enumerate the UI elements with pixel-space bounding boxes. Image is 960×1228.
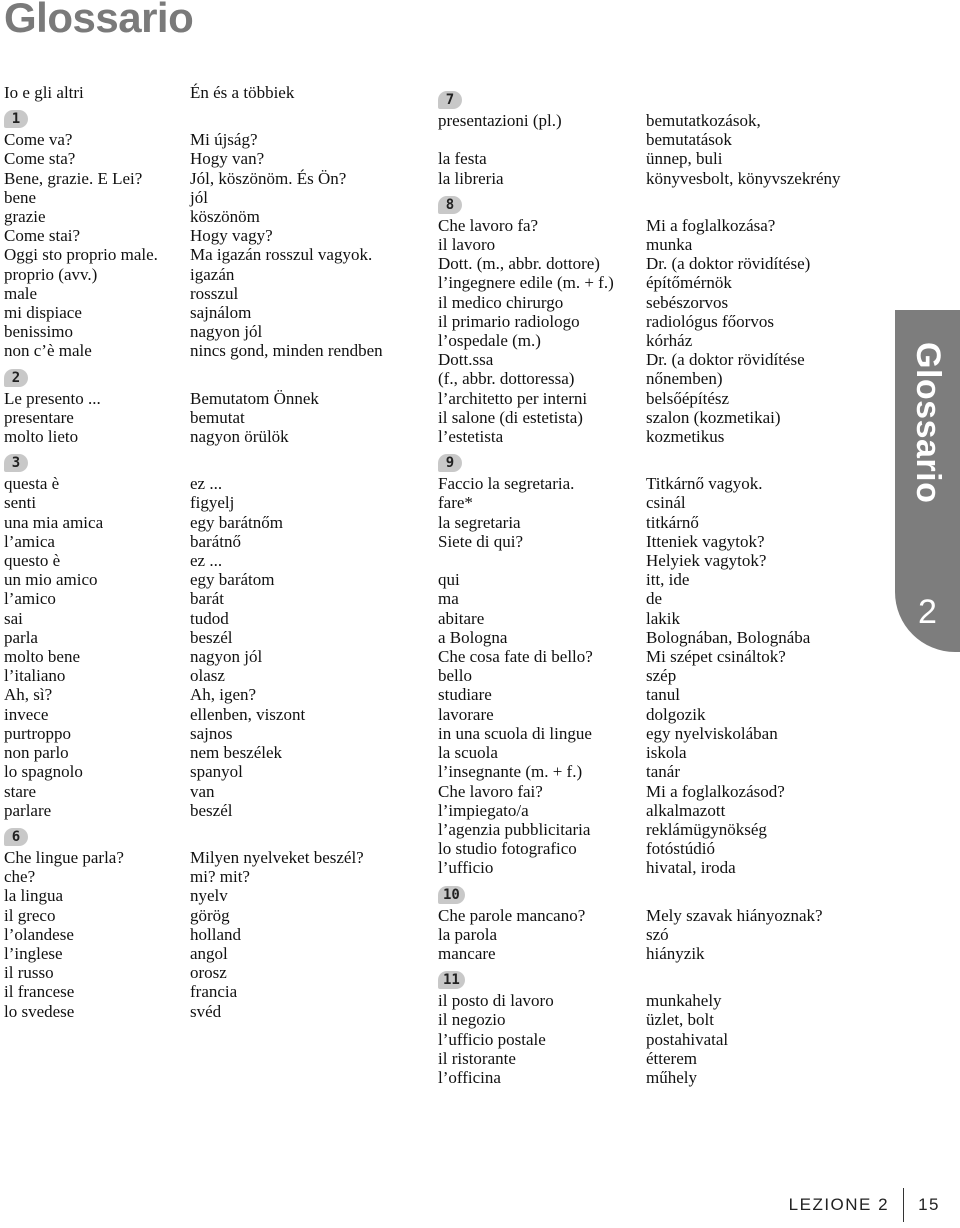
hungarian-translation: Ma igazán rosszul vagyok. (190, 245, 373, 265)
italian-term: Dott. (m., abbr. dottore) (438, 254, 600, 274)
hungarian-translation: Titkárnő vagyok. (646, 474, 763, 494)
glossary-entry (438, 628, 841, 647)
chapter-tab (895, 310, 960, 652)
glossary-entry (4, 149, 383, 168)
chapter-tab-label: Glossario (909, 342, 947, 504)
italian-term: Che cosa fate di bello? (438, 647, 593, 667)
glossary-entry (438, 647, 841, 666)
glossary-entry (438, 254, 841, 273)
glossary-entry (4, 551, 383, 570)
glossary-entry (438, 169, 841, 188)
hungarian-translation: radiológus főorvos (646, 311, 774, 331)
section-number-badge: 6 (4, 828, 28, 846)
glossary-entry (438, 1068, 841, 1087)
hungarian-translation: köszönöm (190, 207, 260, 227)
hungarian-translation: munka (646, 235, 693, 255)
glossary-entry (438, 944, 841, 963)
hungarian-translation: hiányzik (646, 943, 705, 963)
section-number-badge: 7 (438, 91, 462, 109)
hungarian-translation: tanul (646, 685, 680, 705)
italian-term: l’inglese (4, 943, 63, 963)
hungarian-translation: tudod (190, 608, 229, 628)
hungarian-translation: egy barátnőm (190, 512, 283, 532)
glossary-entry (4, 169, 383, 188)
glossary-entry (4, 801, 383, 820)
section-number-badge: 2 (4, 369, 28, 387)
italian-term: in una scuola di lingue (438, 723, 592, 743)
italian-term: parlare (4, 800, 52, 820)
italian-term: l’impiegato/a (438, 800, 529, 820)
hungarian-translation: reklámügynökség (646, 819, 767, 839)
hungarian-translation: fotóstúdió (646, 839, 715, 859)
glossary-entry (438, 801, 841, 820)
glossary-entry (438, 906, 841, 925)
hungarian-translation: Hogy van? (190, 149, 265, 169)
hungarian-translation: szalon (kozmetikai) (646, 407, 781, 427)
hungarian-translation: Bolognában, Bolognába (646, 627, 811, 647)
hungarian-translation: alkalmazott (646, 800, 726, 820)
hungarian-translation: kórház (646, 331, 693, 351)
italian-term: parla (4, 627, 38, 647)
glossary-entry (438, 149, 841, 168)
italian-term: a Bologna (438, 627, 508, 647)
hungarian-translation: Mi a foglalkozásod? (646, 781, 785, 801)
glossary-entry (4, 207, 383, 226)
italian-term: la libreria (438, 168, 504, 188)
page-footer (789, 1188, 940, 1222)
glossary-entry (4, 628, 383, 647)
italian-term: il posto di lavoro (438, 991, 554, 1011)
italian-term: il salone (di estetista) (438, 407, 583, 427)
italian-term: la parola (438, 924, 497, 944)
footer-lesson: LEZIONE 2 (788, 1195, 890, 1214)
italian-term: Che lavoro fai? (438, 781, 543, 801)
glossary-entry (438, 820, 841, 839)
italian-term: il medico chirurgo (438, 292, 564, 312)
glossary-entry (438, 570, 841, 589)
italian-term: lo spagnolo (4, 762, 83, 782)
hungarian-translation: belsőépítész (646, 388, 730, 408)
hungarian-translation: Mi szépet csináltok? (646, 647, 786, 667)
section-marker (438, 83, 841, 111)
glossary-entry (438, 1049, 841, 1068)
italian-term: l’ufficio postale (438, 1029, 546, 1049)
italian-term: molto lieto (4, 427, 79, 447)
section-marker (4, 820, 383, 848)
italian-term: il ristorante (438, 1048, 516, 1068)
italian-term: Come va? (4, 130, 73, 150)
italian-term: proprio (avv.) (4, 264, 98, 284)
hungarian-translation: műhely (646, 1067, 697, 1087)
hungarian-translation: nyelv (190, 886, 228, 906)
hungarian-translation: egy nyelviskolában (646, 723, 778, 743)
hungarian-translation: szó (646, 924, 669, 944)
italian-term: l’ufficio (438, 858, 494, 878)
glossary-entry (438, 991, 841, 1010)
glossary-entry (4, 724, 383, 743)
italian-term: abitare (438, 608, 485, 628)
hungarian-translation: Itteniek vagytok? (646, 531, 765, 551)
section-marker (438, 188, 841, 216)
chapter-tab-number: 2 (918, 593, 937, 632)
glossary-entry (438, 925, 841, 944)
glossary-entry (438, 666, 841, 685)
glossary-entry (4, 389, 383, 408)
hungarian-translation: építőmérnök (646, 273, 732, 293)
italian-term: mancare (438, 943, 496, 963)
italian-term: lo studio fotografico (438, 839, 577, 859)
hungarian-translation: itt, ide (646, 570, 690, 590)
italian-term: Le presento ... (4, 388, 101, 408)
glossary-entry (4, 427, 383, 446)
hungarian-translation: nagyon jól (190, 647, 263, 667)
hungarian-translation: sajnálom (190, 303, 252, 323)
italian-term: bene (4, 187, 37, 207)
glossary-entry (438, 513, 841, 532)
glossary-entry (4, 685, 383, 704)
hungarian-translation: nagyon jól (190, 322, 263, 342)
italian-term: l’ingegnere edile (m. + f.) (438, 273, 614, 293)
hungarian-translation: rosszul (190, 283, 239, 303)
italian-term: il russo (4, 963, 54, 983)
hungarian-translation: dolgozik (646, 704, 706, 724)
hungarian-translation: de (646, 589, 663, 609)
glossary-entry (4, 666, 383, 685)
italian-term: lo svedese (4, 1001, 75, 1021)
hungarian-translation: angol (190, 943, 228, 963)
hungarian-translation: Jól, köszönöm. És Ön? (190, 168, 347, 188)
hungarian-translation: Helyiek vagytok? (646, 551, 767, 571)
glossary-entry (4, 982, 383, 1001)
italian-term: l’officina (438, 1067, 501, 1087)
hungarian-translation: beszél (190, 627, 233, 647)
hungarian-translation: kozmetikus (646, 427, 725, 447)
glossary-entry (4, 782, 383, 801)
glossary-entry (4, 944, 383, 963)
section-marker (4, 361, 383, 389)
glossary-entry (4, 284, 383, 303)
italian-term: la segretaria (438, 512, 521, 532)
hungarian-translation: munkahely (646, 991, 722, 1011)
glossary-entry (438, 408, 841, 427)
glossary-entry (4, 226, 383, 245)
italian-term: mi dispiace (4, 303, 82, 323)
italian-term: Che lingue parla? (4, 847, 124, 867)
hungarian-translation: titkárnő (646, 512, 699, 532)
hungarian-translation: lakik (646, 608, 680, 628)
glossary-entry (4, 83, 383, 102)
italian-term: senti (4, 493, 37, 513)
glossary-entry (438, 532, 841, 551)
glossary-entry (4, 867, 383, 886)
glossary-entry (438, 389, 841, 408)
section-marker (438, 446, 841, 474)
glossary-entry (4, 303, 383, 322)
italian-term: la lingua (4, 886, 64, 906)
hungarian-translation: orosz (190, 963, 227, 983)
hungarian-translation: Mi újság? (190, 130, 258, 150)
glossary-entry (438, 312, 841, 331)
italian-term: sai (4, 608, 23, 628)
italian-term: Come stai? (4, 226, 81, 246)
glossary-entry (4, 705, 383, 724)
hungarian-translation: mi? mit? (190, 867, 250, 887)
italian-term: non c’è male (4, 341, 92, 361)
glossary-entry (4, 886, 383, 905)
glossary-entry (438, 589, 841, 608)
italian-term: male (4, 283, 38, 303)
italian-term: l’agenzia pubblicitaria (438, 819, 591, 839)
italian-term: Che lavoro fa? (438, 215, 539, 235)
glossary-entry (438, 782, 841, 801)
hungarian-translation: Én és a többiek (190, 83, 295, 102)
italian-term: invece (4, 704, 49, 724)
hungarian-translation: ellenben, viszont (190, 704, 306, 724)
italian-term: il negozio (438, 1010, 506, 1030)
hungarian-translation: sebészorvos (646, 292, 729, 312)
hungarian-translation: ez ... (190, 551, 223, 571)
hungarian-translation: üzlet, bolt (646, 1010, 714, 1030)
hungarian-translation: tanár (646, 762, 680, 782)
glossary-entry (438, 858, 841, 877)
hungarian-translation: van (190, 781, 215, 801)
glossary-entry (4, 188, 383, 207)
section-number-badge: 8 (438, 196, 462, 214)
italian-term: una mia amica (4, 512, 104, 532)
italian-term: la festa (438, 149, 487, 169)
section-number-badge: 3 (4, 454, 28, 472)
hungarian-translation: csinál (646, 493, 686, 513)
italian-term: Oggi sto proprio male. (4, 245, 158, 265)
glossary-entry (438, 273, 841, 292)
glossary-entry (438, 235, 841, 254)
hungarian-translation: Ah, igen? (190, 685, 257, 705)
glossary-entry (438, 551, 841, 570)
italian-term: presentazioni (pl.) (438, 111, 562, 130)
page-number: 15 (918, 1195, 940, 1214)
italian-term: Siete di qui? (438, 531, 523, 551)
italian-term: purtroppo (4, 723, 72, 743)
section-marker (4, 102, 383, 130)
section-marker (4, 446, 383, 474)
glossary-entry (4, 341, 383, 360)
section-number-badge: 9 (438, 454, 462, 472)
hungarian-translation: olasz (190, 666, 225, 686)
italian-term: il greco (4, 905, 56, 925)
hungarian-translation: sajnos (190, 723, 233, 743)
glossary-entry (438, 743, 841, 762)
glossary-entry (4, 1002, 383, 1021)
glossary-entry (4, 762, 383, 781)
italian-term: ma (438, 589, 459, 609)
hungarian-translation: Dr. (a doktor rövidítése (646, 350, 805, 370)
italian-term: l’amico (4, 589, 56, 609)
glossary-entry (4, 408, 383, 427)
glossary-entry (4, 906, 383, 925)
hungarian-translation: spanyol (190, 762, 243, 782)
hungarian-translation: nincs gond, minden rendben (190, 341, 383, 361)
glossary-entry (438, 216, 841, 235)
footer-divider (903, 1188, 904, 1222)
hungarian-translation: Bemutatom Önnek (190, 388, 319, 408)
glossary-entry (438, 369, 841, 388)
italian-term: questo è (4, 551, 61, 571)
glossary-entry (4, 245, 383, 264)
hungarian-translation: Dr. (a doktor rövidítése) (646, 254, 811, 274)
hungarian-translation: nőnemben) (646, 369, 723, 389)
hungarian-translation: bemutatkozások, (646, 111, 761, 130)
italian-term: Bene, grazie. E Lei? (4, 168, 143, 188)
italian-term: stare (4, 781, 37, 801)
glossary-entry (438, 609, 841, 628)
hungarian-translation: beszél (190, 800, 233, 820)
italian-term: Faccio la segretaria. (438, 474, 575, 494)
italian-term: il primario radiologo (438, 311, 580, 331)
italian-term: il francese (4, 982, 75, 1002)
italian-term: l’italiano (4, 666, 66, 686)
italian-term: qui (438, 570, 460, 590)
italian-term: grazie (4, 207, 46, 227)
glossary-entry (438, 427, 841, 446)
glossary-entry (438, 839, 841, 858)
hungarian-translation: szép (646, 666, 677, 686)
glossary-entry (438, 762, 841, 781)
italian-term: questa è (4, 474, 60, 494)
hungarian-translation: svéd (190, 1001, 222, 1021)
hungarian-translation: postahivatal (646, 1029, 729, 1049)
italian-term: studiare (438, 685, 492, 705)
hungarian-translation: figyelj (190, 493, 235, 513)
hungarian-translation: ünnep, buli (646, 149, 723, 169)
glossary-entry (438, 350, 841, 369)
italian-term: l’ospedale (m.) (438, 331, 541, 351)
glossary-entry (4, 532, 383, 551)
glossary-entry (438, 724, 841, 743)
italian-term: Io e gli altri (4, 83, 84, 102)
section-marker (438, 878, 841, 906)
glossary-entry (438, 111, 841, 130)
glossary-entry (4, 265, 383, 284)
hungarian-translation: Mi a foglalkozása? (646, 215, 776, 235)
italian-term: bello (438, 666, 472, 686)
glossary-entry (438, 1030, 841, 1049)
glossary-entry (438, 331, 841, 350)
section-number-badge: 1 (4, 110, 28, 128)
hungarian-translation: ez ... (190, 474, 223, 494)
glossary-entry (438, 1010, 841, 1029)
italian-term: (f., abbr. dottoressa) (438, 369, 575, 389)
hungarian-translation: Milyen nyelveket beszél? (190, 847, 364, 867)
hungarian-translation: görög (190, 905, 230, 925)
glossary-entry (438, 293, 841, 312)
hungarian-translation: barát (190, 589, 224, 609)
italian-term: la scuola (438, 743, 498, 763)
italian-term: Ah, sì? (4, 685, 53, 705)
glossary-entry (4, 493, 383, 512)
section-number-badge: 10 (438, 886, 465, 904)
italian-term: Dott.ssa (438, 350, 494, 370)
italian-term: lavorare (438, 704, 494, 724)
hungarian-translation: jól (190, 187, 208, 207)
hungarian-translation: francia (190, 982, 238, 1002)
hungarian-translation: Hogy vagy? (190, 226, 273, 246)
glossary-entry (4, 570, 383, 589)
glossary-entry (438, 130, 841, 149)
section-marker (438, 963, 841, 991)
hungarian-translation: egy barátom (190, 570, 275, 590)
italian-term: l’amica (4, 531, 55, 551)
glossary-entry (4, 322, 383, 341)
glossary-entry (4, 474, 383, 493)
page-title: Glossario (4, 0, 194, 41)
italian-term: non parlo (4, 743, 69, 763)
glossary-entry (4, 647, 383, 666)
glossary-column-right (438, 83, 841, 1087)
glossary-entry (438, 493, 841, 512)
italian-term: Che parole mancano? (438, 905, 586, 925)
glossary-entry (4, 589, 383, 608)
glossary-entry (4, 609, 383, 628)
italian-term: l’insegnante (m. + f.) (438, 762, 583, 782)
glossary-entry (438, 474, 841, 493)
italian-term (438, 130, 646, 149)
hungarian-translation: holland (190, 924, 241, 944)
glossary-entry (4, 130, 383, 149)
italian-term: molto bene (4, 647, 81, 667)
italian-term: che? (4, 867, 36, 887)
glossary-column-left (4, 83, 383, 1021)
hungarian-translation: nagyon örülök (190, 427, 289, 447)
glossary-entry (438, 685, 841, 704)
hungarian-translation: étterem (646, 1048, 697, 1068)
hungarian-translation: igazán (190, 264, 235, 284)
glossary-entry (4, 848, 383, 867)
italian-term: fare* (438, 493, 473, 513)
glossary-entry (438, 705, 841, 724)
hungarian-translation: bemutatások (646, 130, 732, 150)
glossary-entry (4, 743, 383, 762)
italian-term: l’architetto per interni (438, 388, 588, 408)
italian-term: il lavoro (438, 235, 496, 255)
glossary-entry (4, 925, 383, 944)
italian-term: benissimo (4, 322, 73, 342)
italian-term: l’olandese (4, 924, 74, 944)
hungarian-translation: barátnő (190, 531, 241, 551)
glossary-entry (4, 513, 383, 532)
italian-term: presentare (4, 407, 74, 427)
hungarian-translation: iskola (646, 743, 687, 763)
glossary-entry (4, 963, 383, 982)
hungarian-translation: Mely szavak hiányoznak? (646, 905, 823, 925)
italian-term: Come sta? (4, 149, 76, 169)
hungarian-translation: nem beszélek (190, 743, 283, 763)
italian-term (438, 551, 646, 570)
section-number-badge: 11 (438, 971, 465, 989)
hungarian-translation: hivatal, iroda (646, 858, 736, 878)
italian-term: un mio amico (4, 570, 98, 590)
hungarian-translation: könyvesbolt, könyvszekrény (646, 168, 841, 188)
italian-term: l’estetista (438, 427, 504, 447)
hungarian-translation: bemutat (190, 407, 245, 427)
